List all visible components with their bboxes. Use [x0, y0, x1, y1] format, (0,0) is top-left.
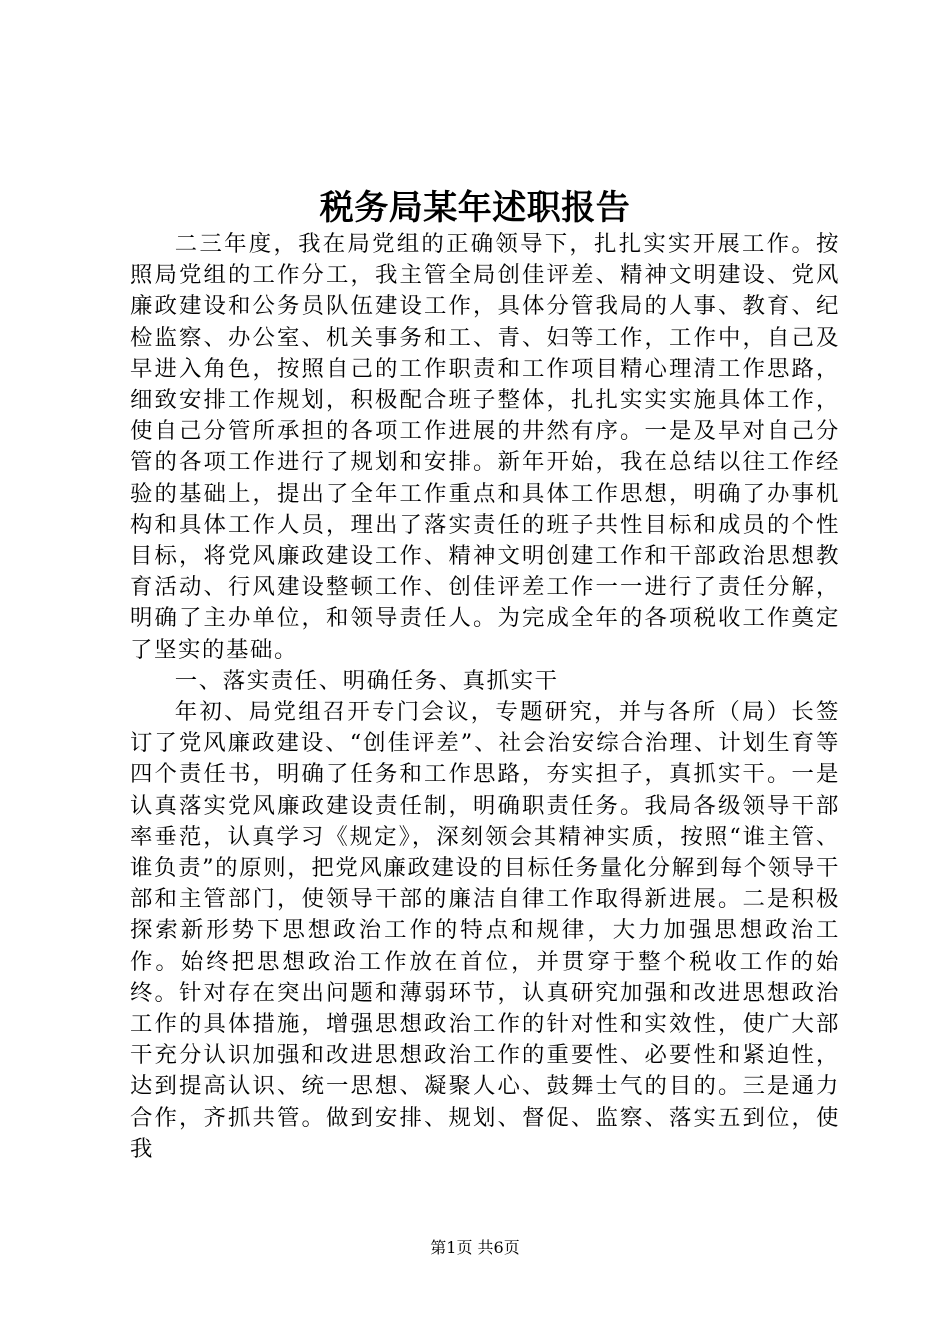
- paragraph-section-1: 年初、局党组召开专门会议，专题研究，并与各所（局）长签订了党风廉政建设、“创佳评差”、社会治安综合治理、计划生育等四个责任书，明确了任务和工作思路，夯实担子，真抓实干。一是认真落实党风廉政建设责任制，明确职责任务。我局各级领导干部率垂范，认真学习《规定》，深刻领会其精神实质，按照“谁主管、谁负责”的原则，把党风廉政建设的目标任务量化分解到每个领导干部和主管部门，使领导干部的廉洁自律工作取得新进展。二是积极探索新形势下思想政治工作的特点和规律，大力加强思想政治工作。始终把思想政治工作放在首位，并贯穿于整个税收工作的始终。针对存在突出问题和薄弱环节，认真研究加强和改进思想政治工作的具体措施，增强思想政治工作的针对性和实效性，使广大部干充分认识加强和改进思想政治工作的重要性、必要性和紧迫性，达到提高认识、统一思想、凝聚人心、鼓舞士气的目的。三是通力合作，齐抓共管。做到安排、规划、督促、监察、落实五到位，使我: [130, 699, 840, 1162]
- section-heading-1: 一、落实责任、明确任务、真抓实干: [174, 667, 559, 694]
- paragraph-intro: 二三年度，我在局党组的正确领导下，扎扎实实开展工作。按照局党组的工作分工，我主管全局创佳评差、精神文明建设、党风廉政建设和公务员队伍建设工作，具体分管我局的人事、教育、纪检监察、办公室、机关事务和工、青、妇等工作，工作中，自己及早进入角色，按照自己的工作职责和工作项目精心理清工作思路，细致安排工作规划，积极配合班子整体，扎扎实实实施具体工作，使自己分管所承担的各项工作进展的井然有序。一是及早对自己分管的各项工作进行了规划和安排。新年开始，我在总结以往工作经验的基础上，提出了全年工作重点和具体工作思想，明确了办事机构和具体工作人员，理出了落实责任的班子共性目标和成员的个性目标，将党风廉政建设工作、精神文明创建工作和干部政治思想教育活动、行风建设整顿工作、创佳评差工作一一进行了责任分解，明确了主办单位，和领导责任人。为完成全年的各项税收工作奠定了坚实的基础。: [130, 231, 840, 663]
- document-body: [130, 229, 840, 1165]
- document-title: 税务局某年述职报告: [319, 188, 631, 228]
- page-footer: 第1页 共6页: [430, 1238, 520, 1257]
